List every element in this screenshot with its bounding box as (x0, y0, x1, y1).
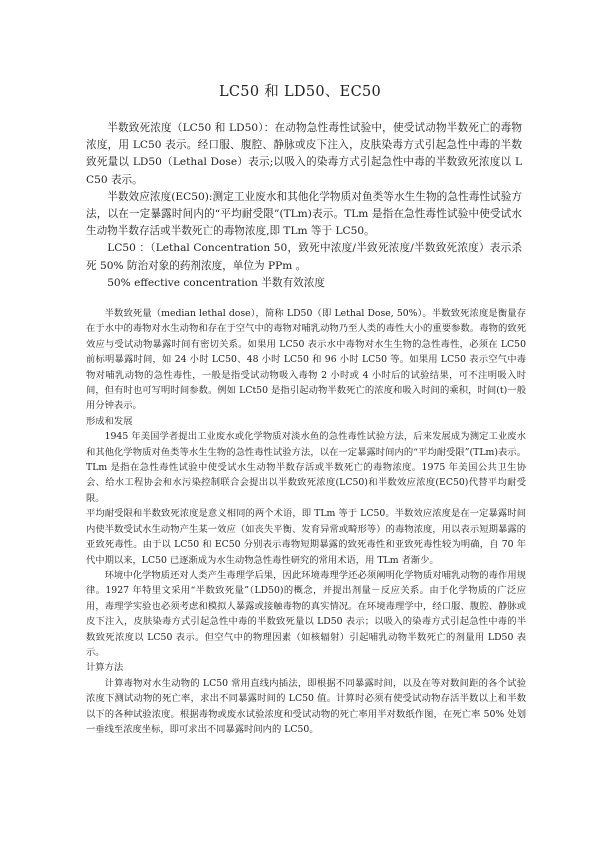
definitions-section (86, 120, 522, 292)
document-title: LC50 和 LD50、EC50 (218, 84, 382, 100)
heading-calculation-method: 计算方法 (86, 662, 124, 674)
definition-effective-concentration: 50% effective concentration 半数有效浓度 (107, 276, 325, 289)
definition-lc50-ld50: 半数致死浓度（LC50 和 LD50）：在动物急性毒性试验中，使受试动物半数死亡的毒物浓度，用 LC50 表示。经口服、腹腔、静脉或皮下注入，皮肤染毒方式引起急性中毒的半数致死量以 LD50（Lethal Dose）表示;以吸入的染毒方式引起急性中毒的半数致死浓度以 LC50 表示。 (86, 122, 522, 186)
article-body (86, 306, 526, 737)
body-paragraph-mammal-toxicity: 环境中化学物质还对人类产生毒理学后果，因此环境毒理学还必须阐明化学物质对哺乳动物的毒作用规律。1927 年特里文采用“半数致死量”（LD50)的概念，并提出剂量－反应关系。由于化学物质的广泛应用，毒理学实验也必须考虑和模拟人暴露或接触毒物的真实情况。在环境毒理学中，经口服、腹腔、静脉或皮下注入，皮肤染毒方式引起急性中毒的半数致死量以 LD50 表示；以吸入的染毒方式引起急性中毒的半数致死浓度以 LC50 表示。但空气中的物理因素（如核辐射）引起哺乳动物半数死亡的剂量用 LD50 表示。 (86, 569, 526, 658)
body-paragraph-history: 1945 年美国学者提出工业废水或化学物质对淡水鱼的急性毒性试验方法，后来发展成为测定工业废水和其他化学物质对鱼类等水生生物的急性毒性试验方法，以在一定暴露时间内的“平均耐受限”(TLm)表示。TLm 是指在急性毒性试验中使受试水生动物半数存活或半数死亡的毒物浓度。1975 年美国公共卫生协会、给水工程协会和水污染控制联合会提出以半数致死浓度(LC50)和半数效应浓度(EC50)代替平均耐受限。 (86, 431, 526, 504)
body-paragraph-ld50: 半数致死量（median lethal dose），简称 LD50（即 Lethal Dose, 50%）。半数致死浓度是衡量存在于水中的毒物对水生动物和存在于空气中的毒物对哺乳动物乃至人类的毒性大小的重要参数。毒物的致死效应与受试动物暴露时间有密切关系。如果用 LC50 表示水中毒物对水生生物的急性毒性，必须在 LC50 前标明暴露时间，如 24 小时 LC50、48 小时 LC50 和 96 小时 LC50 等。如果用 LC50 表示空气中毒物对哺乳动物的急性毒性，一般是指受试动物吸入毒物 2 小时或 4 小时后的试验结果，可不注明吸入时间，但有时也可写明时间参数。例如 LCt50 是指引起动物半数死亡的浓度和吸入时间的乘积，时间(t)一般用分钟表示。 (86, 308, 526, 412)
heading-formation-development: 形成和发展 (86, 415, 133, 427)
body-paragraph-tlm: 平均耐受限和半数致死浓度是意义相同的两个术语，即 TLm 等于 LC50。半数效应浓度是在一定暴露时间内使半数受试水生动物产生某一效应（如丧失平衡、发育异常或畸形等）的毒物浓度，用以表示短期暴露的亚致死毒性。由于以 LC50 和 EC50 分别表示毒物短期暴露的致死毒性和亚致死毒性较为明确，自 70 年代中期以来，LC50 已逐渐成为水生动物急性毒性研究的常用术语，用 TLm 者渐少。 (86, 508, 526, 566)
body-paragraph-calculation: 计算毒物对水生动物的 LC50 常用直线内插法，即根据不同暴露时间，以及在等对数间距的各个试验浓度下测试动物的死亡率，求出不同暴露时间的 LC50 值。计算时必须有使受试动物存活半数以上和半数以下的各种试验浓度。根据毒物或废水试验浓度和受试动物的死亡率用半对数纸作图，在死亡率 50% 处划一垂线至浓度坐标，即可求出不同暴露时间内的 LC50。 (86, 677, 526, 735)
definition-lc50-ppm: LC50 ：（Lethal Concentration 50，致死中浓度/半致死浓度/半数致死浓度）表示杀死 50% 防治对象的药剂浓度，单位为 PPm 。 (86, 242, 522, 272)
definition-ec50: 半数效应浓度(EC50):测定工业废水和其他化学物质对鱼类等水生生物的急性毒性试验方法，以在一定暴露时间内的“平均耐受限”(TLm)表示。TLm 是指在急性毒性试验中使受试水生动物半数存活或半数死亡的毒物浓度,即 TLm 等于 LC50。 (86, 190, 522, 238)
